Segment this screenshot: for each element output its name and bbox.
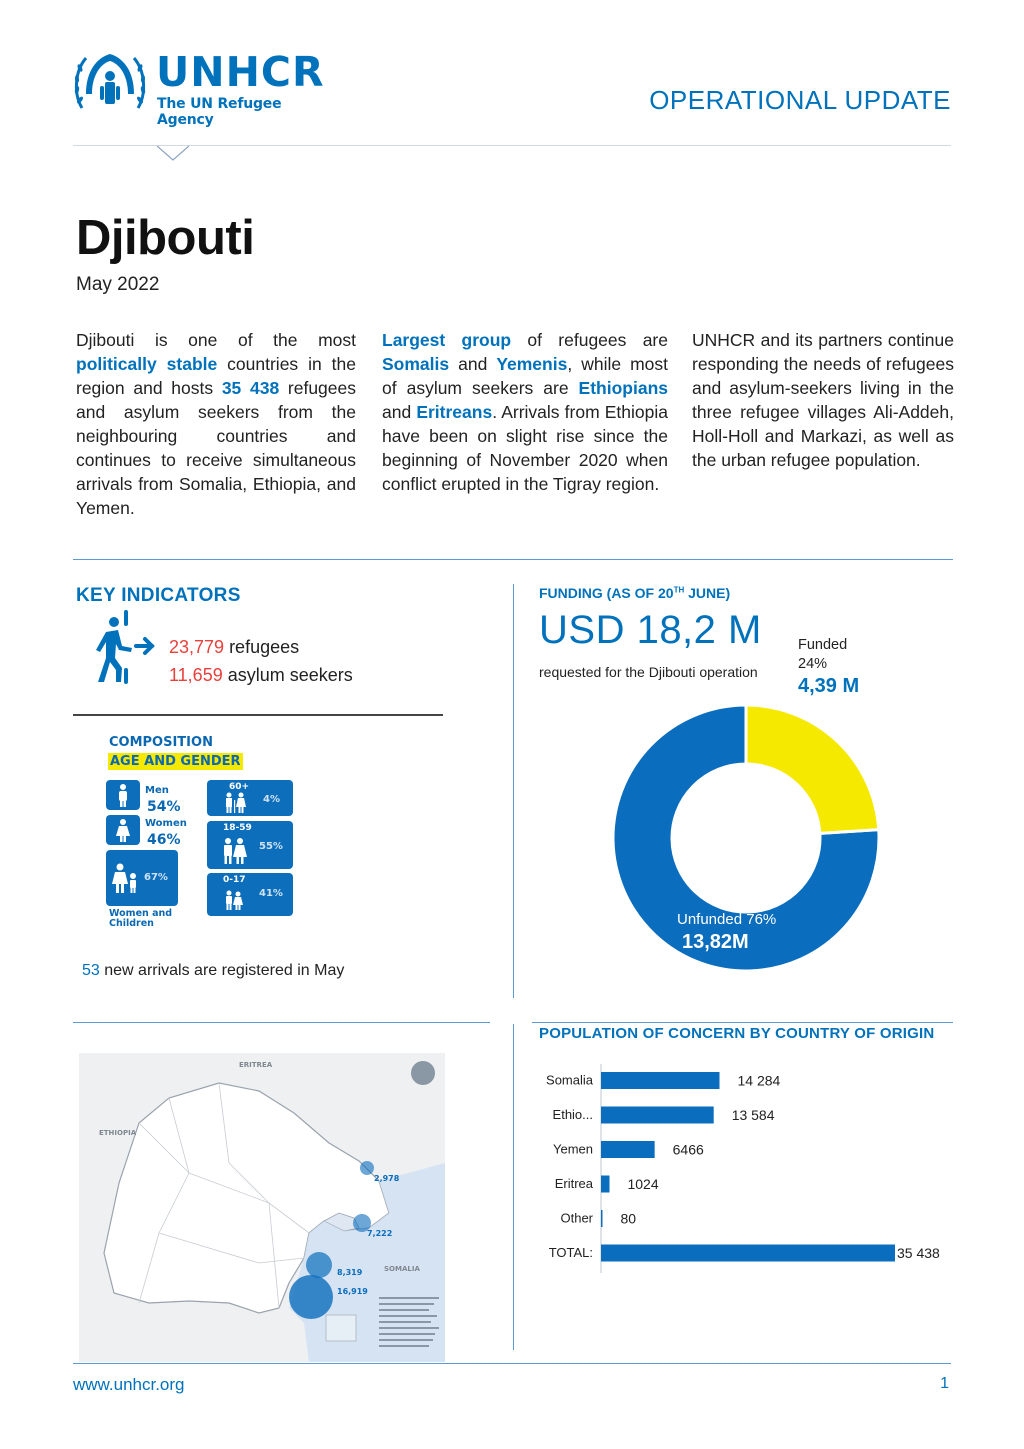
men-percent: 54% [147, 799, 181, 815]
map-bubble-djibouti [353, 1214, 371, 1232]
funded-label: Funded 24% [798, 637, 848, 672]
women-children-label: Women and [109, 908, 173, 919]
key-indicators-heading: KEY INDICATORS [76, 585, 241, 606]
djibouti-map [79, 1053, 445, 1362]
age-0-17-percent: 41% [259, 888, 283, 899]
women-children-label-2: Children [109, 918, 154, 929]
map-count-holl-holl: 8,319 [337, 1268, 363, 1277]
unhcr-emblem-icon [72, 50, 148, 116]
funding-subtitle: requested for the Djibouti operation [539, 664, 758, 680]
unfunded-amount: 13,82M [682, 931, 749, 953]
bar-yemen [601, 1141, 655, 1158]
women-children-percent: 67% [144, 872, 168, 883]
bar-somalia [601, 1072, 720, 1089]
map-bubble-holl-holl [306, 1252, 332, 1278]
age-18-59-percent: 55% [259, 841, 283, 852]
age-60-percent: 4% [263, 794, 280, 805]
women-tile [106, 815, 140, 845]
person-arrow-icon [88, 610, 156, 686]
refugees-stat: 23,779 refugees [169, 637, 300, 657]
bar-value-label: 35 438 [897, 1245, 940, 1261]
bar-value-label: 1024 [627, 1176, 659, 1192]
age-0-17-label: 0-17 [223, 875, 246, 885]
document-type-label: OPERATIONAL UPDATE [649, 85, 951, 115]
women-percent: 46% [147, 832, 181, 848]
globe-inset-icon [411, 1061, 435, 1085]
population-divider [532, 1022, 953, 1023]
map-count-djibouti-city: 7,222 [367, 1229, 393, 1238]
composition-subheading: AGE AND GENDER [110, 754, 241, 769]
report-date: May 2022 [76, 274, 160, 295]
bar-value-label: 13 584 [731, 1107, 775, 1123]
unhcr-logo [72, 48, 342, 128]
logo-wordmark: UNHCR [156, 48, 325, 96]
funding-donut-chart [600, 690, 900, 980]
population-heading: POPULATION OF CONCERN BY COUNTRY OF ORIGIN [539, 1025, 935, 1042]
age-0-17-tile [207, 873, 293, 916]
new-arrivals-text: 53 new arrivals are registered in May [82, 962, 345, 979]
bar-category-label: Ethio... [552, 1107, 593, 1122]
footer-website-link[interactable]: www.unhcr.org [73, 1375, 185, 1394]
bar-eritrea [601, 1176, 609, 1193]
map-bubble-ali-addeh [289, 1275, 333, 1319]
map-count-ali-addeh: 16,919 [337, 1287, 368, 1296]
map-label-ethiopia: ETHIOPIA [99, 1129, 137, 1137]
unfunded-label: Unfunded 76% [677, 911, 777, 928]
column-divider-lower [513, 1024, 514, 1350]
men-tile [106, 780, 140, 810]
header-divider [73, 145, 951, 146]
key-indicators-divider [73, 714, 443, 716]
map-bubble-obock [360, 1161, 374, 1175]
map-legend-chart [326, 1315, 356, 1341]
men-label: Men [145, 785, 169, 796]
woman-icon [106, 815, 140, 845]
elderly-icon [207, 780, 293, 816]
age-60-label: 60+ [229, 782, 250, 792]
page-title: Djibouti [76, 211, 255, 265]
map-label-eritrea: ERITREA [239, 1061, 273, 1069]
age-18-59-label: 18-59 [223, 823, 252, 833]
footer-divider [73, 1363, 951, 1364]
funded-amount: 4,39 M [798, 675, 860, 697]
map-legend [379, 1297, 439, 1347]
page-number: 1 [940, 1375, 949, 1392]
map-divider [73, 1022, 490, 1023]
bar-category-label: Other [560, 1210, 593, 1226]
bar-category-label: Somalia [546, 1072, 593, 1088]
funded-slice [746, 705, 879, 833]
intro-column-3: UNHCR and its partners continue responding the needs of refugees and asylum-seekers living in the three refugee villages Ali-Addeh, Holl-Holl and Markazi, as well as the urban refugee population. [692, 330, 954, 470]
bar-category-label: Yemen [553, 1141, 593, 1157]
asylum-seekers-stat: 11,659 asylum seekers [169, 665, 353, 685]
funding-total: USD 18,2 M [539, 608, 762, 652]
population-bar-chart [530, 1060, 950, 1280]
bar-value-label: 14 284 [737, 1072, 781, 1089]
bar-category-label: TOTAL: [548, 1245, 593, 1260]
section-divider [73, 559, 953, 560]
bar-ethio [601, 1107, 714, 1124]
women-children-tile [106, 850, 178, 906]
caret-down-icon [157, 145, 189, 163]
age-60-tile [207, 780, 293, 816]
bar-category-label: Eritrea [554, 1176, 593, 1191]
bar-total [601, 1245, 895, 1262]
map-count-obock: 2,978 [374, 1174, 400, 1183]
intro-column-2: Largest group of refugees are Somalis and Yemenis, while most of asylum seekers are Ethiopians and Eritreans. Arrivals from Ethiopia have been on slight rise since the beginning of November 2020 when conflict erupted in the Tigray region. [382, 330, 668, 494]
logo-tagline: The UN Refugee Agency [157, 96, 282, 128]
bar-other [601, 1210, 603, 1227]
composition-heading: COMPOSITION [109, 735, 213, 750]
women-label: Women [145, 818, 187, 829]
bar-value-label: 6466 [672, 1141, 704, 1158]
intro-column-1: Djibouti is one of the most politically stable countries in the region and hosts 35 438 refugees and asylum seekers from the neighbouring countries and continues to receive simultaneous arrivals from Somalia, Ethiopia, and Yemen. [76, 330, 356, 518]
man-icon [106, 780, 140, 810]
age-18-59-tile [207, 821, 293, 869]
column-divider [513, 584, 514, 998]
funding-heading: FUNDING (AS OF 20TH JUNE) [539, 585, 731, 601]
map-label-somalia: SOMALIA [384, 1265, 420, 1273]
bar-value-label: 80 [620, 1210, 637, 1227]
